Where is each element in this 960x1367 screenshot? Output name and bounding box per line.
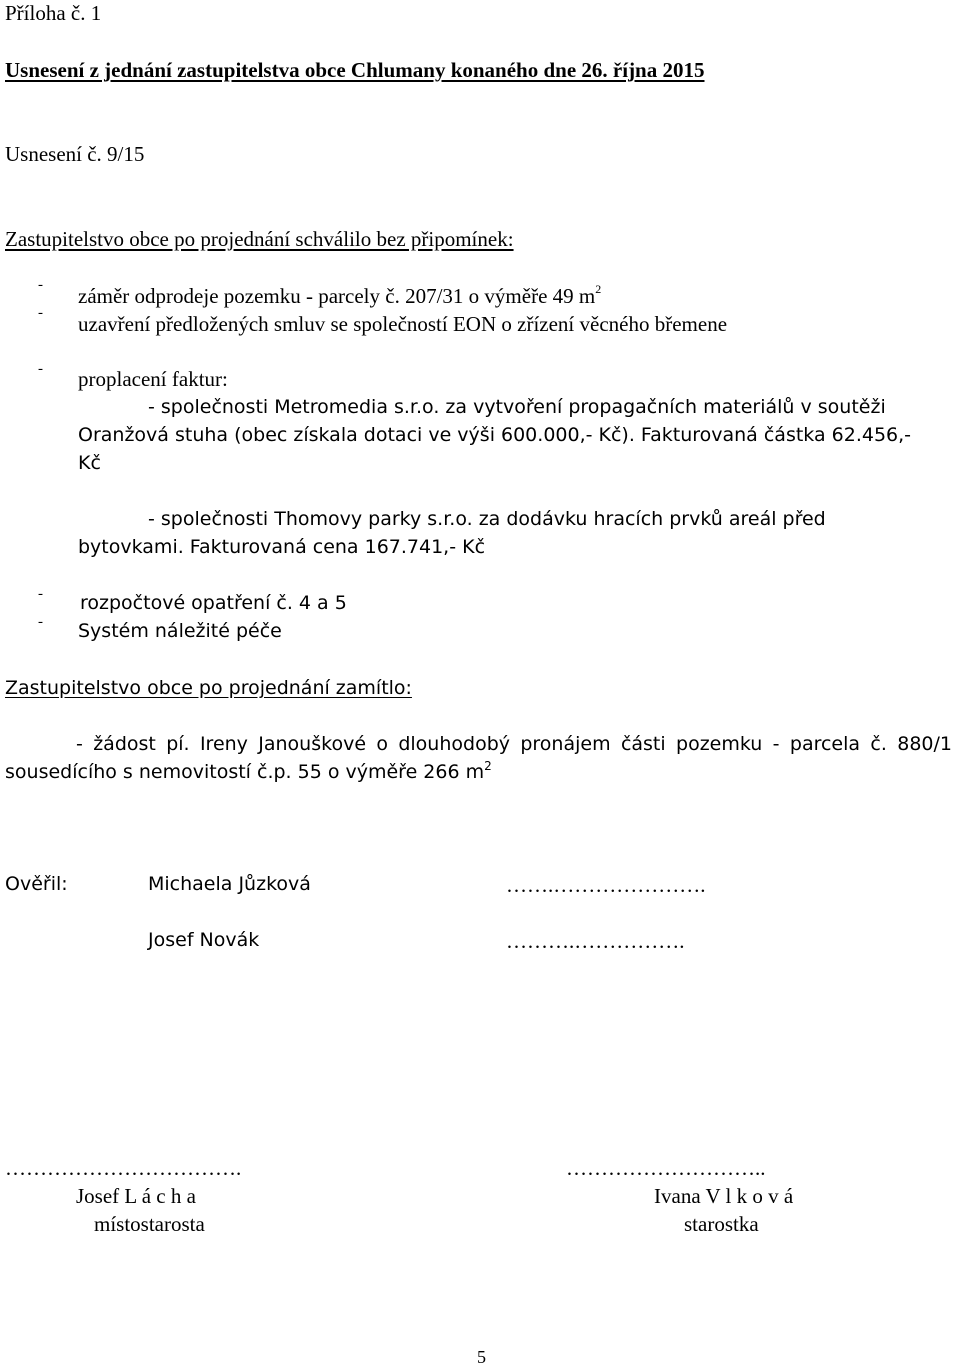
invoice-thomovy-line2: bytovkami. Fakturovaná cena 167.741,- Kč bbox=[78, 536, 486, 558]
mayor-role: starostka bbox=[684, 1212, 759, 1236]
invoice-thomovy-line1: - společnosti Thomovy parky s.r.o. za dodávku hracích prvků areál před bbox=[148, 508, 826, 530]
resolution-number: Usnesení č. 9/15 bbox=[5, 142, 145, 166]
verified-label: Ověřil: bbox=[5, 873, 68, 895]
signature-dots-1: …….…………………. bbox=[506, 873, 706, 897]
signature-dots-mayor: ……………………….. bbox=[566, 1156, 766, 1180]
approved-heading: Zastupitelstvo obce po projednání schválilo bez připomínek: bbox=[5, 227, 514, 251]
rejected-item-line2-text: sousedícího s nemovitostí č.p. 55 o výměře 266 m bbox=[5, 761, 485, 783]
bullet-dash: - bbox=[38, 277, 43, 293]
annex-label: Příloha č. 1 bbox=[5, 1, 102, 25]
approved-item-invoices: proplacení faktur: bbox=[78, 367, 228, 391]
approved-item-eon-contracts: uzavření předložených smluv se společností EON o zřízení věcného břemene bbox=[78, 312, 728, 336]
bullet-dash: - bbox=[38, 614, 43, 630]
bullet-dash: - bbox=[38, 586, 43, 602]
deputy-mayor-role: místostarosta bbox=[94, 1212, 205, 1236]
deputy-mayor-name: Josef L á c h a bbox=[76, 1184, 196, 1208]
bullet-dash: - bbox=[38, 305, 43, 321]
rejected-heading: Zastupitelstvo obce po projednání zamítlo: bbox=[5, 677, 412, 699]
approved-item-land-sale-text: záměr odprodeje pozemku - parcely č. 207/31 o výměře 49 m bbox=[78, 284, 596, 308]
signature-dots-2: ……….……………. bbox=[506, 929, 685, 953]
rejected-item-line2 bbox=[5, 759, 492, 783]
approved-item-budget: rozpočtové opatření č. 4 a 5 bbox=[80, 592, 347, 614]
bullet-dash: - bbox=[38, 361, 43, 377]
invoice-metromedia-line2: Oranžová stuha (obec získala dotaci ve výši 600.000,- Kč). Fakturovaná částka 62.456,- bbox=[78, 424, 912, 446]
signature-dots-deputy: ……………………………. bbox=[5, 1156, 242, 1180]
invoice-metromedia-line3: Kč bbox=[78, 452, 101, 474]
document-title: Usnesení z jednání zastupitelstva obce Chlumany konaného dne 26. října 2015 bbox=[5, 58, 705, 82]
page-number: 5 bbox=[477, 1347, 486, 1367]
verifier-name-2: Josef Novák bbox=[148, 929, 260, 951]
approved-item-land-sale bbox=[78, 282, 602, 308]
rejected-item-line1: - žádost pí. Ireny Janouškové o dlouhodobý pronájem části pozemku - parcela č. 880/1 bbox=[76, 733, 952, 755]
mayor-name: Ivana V l k o v á bbox=[654, 1184, 794, 1208]
approved-item-care-system: Systém náležité péče bbox=[78, 620, 282, 642]
invoice-metromedia-line1: - společnosti Metromedia s.r.o. za vytvoření propagačních materiálů v soutěži bbox=[148, 396, 886, 418]
superscript: 2 bbox=[595, 282, 602, 296]
superscript: 2 bbox=[484, 759, 492, 773]
verifier-name-1: Michaela Jůzková bbox=[148, 873, 311, 895]
